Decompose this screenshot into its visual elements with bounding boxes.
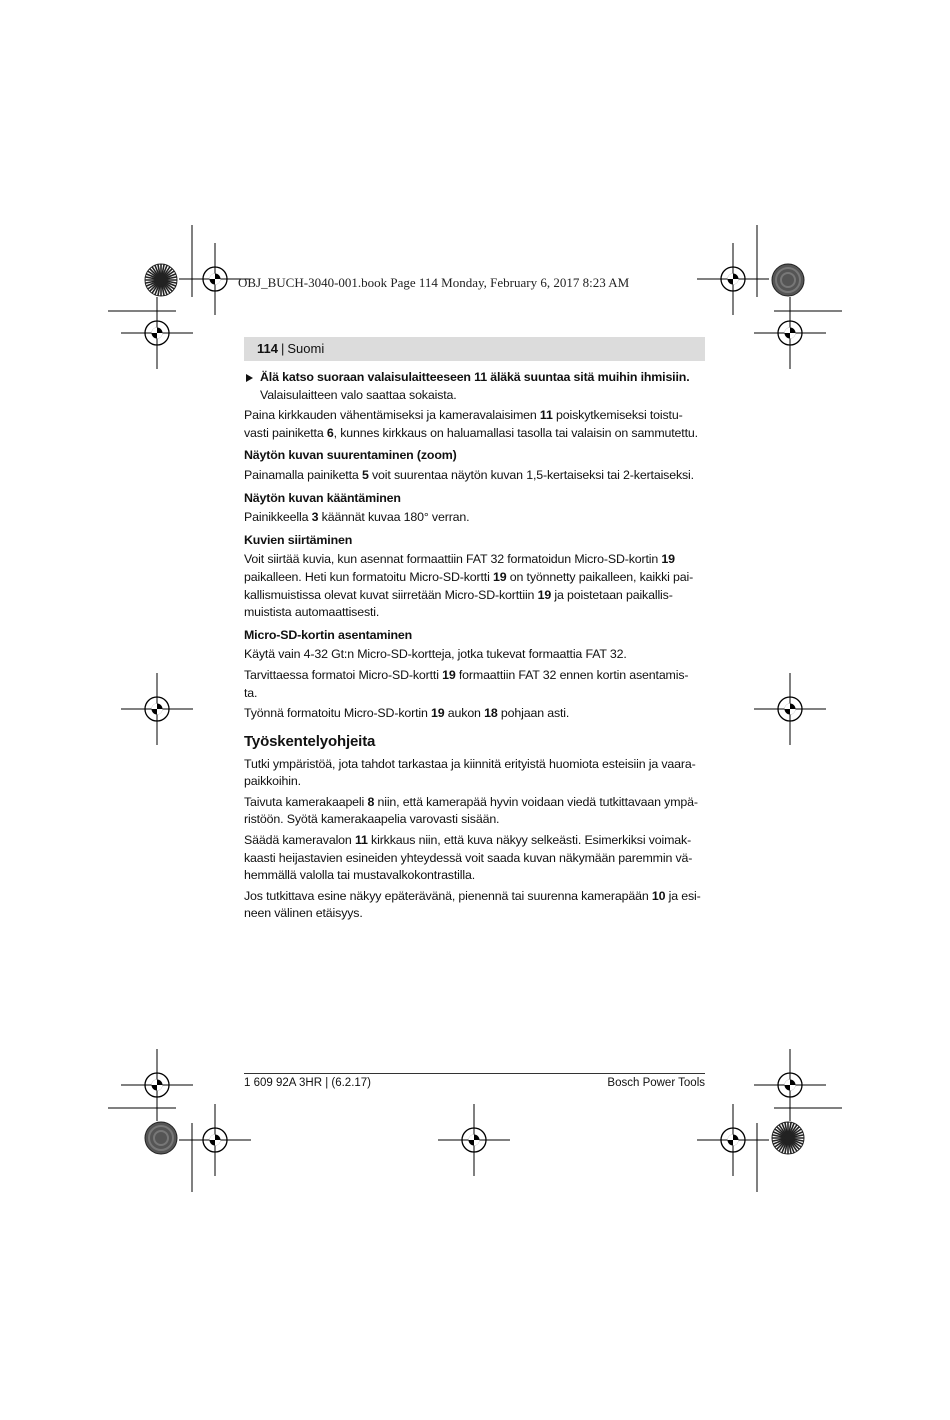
page-header (244, 337, 705, 361)
rotate-heading: Näytön kuvan kääntäminen (244, 490, 401, 505)
footer-brand: Bosch Power Tools (607, 1077, 705, 1089)
warning-arrow-icon (246, 374, 253, 382)
page-body (244, 369, 707, 926)
safety-warning (244, 369, 707, 404)
warning-text: Valaisulaitteen valo saattaa sokaista. (260, 387, 457, 402)
transfer-paragraph: Voit siirtää kuvia, kun asennat formaattiin FAT 32 formatoidun Micro-SD-kortin 19 paikalleen. Heti kun formatoitu Micro-SD-kortti 19 on työnnetty paikalleen, kaikki pai- kallismuistissa olevat kuvat siirretään Micro-SD-korttiin 19 ja poistetaan paikallis- muistista automaattisesti. (244, 552, 694, 620)
work-paragraph-3: Säädä kameravalon 11 kirkkaus niin, että kuva näkyy selkeästi. Esimerkiksi voimak- kaasti heijastavien esineiden yhteydessä voit saada kuvan näkymään paremmin vä- hemmällä valolla tai mustavalkokontrastilla. (244, 833, 693, 883)
work-paragraph-2: Taivuta kamerakaapeli 8 niin, että kamerapää hyvin voidaan viedä tutkittavaan ympä- ristöön. Syötä kamerakaapelia varovasti sisään. (244, 794, 698, 827)
header-separator: | (280, 341, 285, 356)
footer-doc-code: 1 609 92A 3HR | (6.2.17) (244, 1077, 372, 1089)
work-paragraph-4: Jos tutkittava esine näkyy epäterävänä, pienennä tai suurenna kamerapään 10 ja esi- neen välinen etäisyys. (244, 888, 701, 921)
transfer-heading: Kuvien siirtäminen (244, 532, 353, 547)
sdcard-paragraph-1: Käytä vain 4-32 Gt:n Micro-SD-kortteja, jotka tukevat formaattia FAT 32. (244, 647, 627, 662)
zoom-heading: Näytön kuvan suurentaminen (zoom) (244, 448, 457, 463)
warning-bold: Älä katso suoraan valaisulaitteeseen 11 äläkä suuntaa sitä muihin ihmisiin. (260, 370, 690, 384)
print-slug-line: OBJ_BUCH-3040-001.book Page 114 Monday, February 6, 2017 8:23 AM (238, 275, 630, 290)
work-paragraph-1: Tutki ympäristöä, jota tahdot tarkastaa ja kiinnitä erityistä huomiota esteisiin ja vaara- paikkoihin. (244, 756, 696, 789)
sdcard-heading: Micro-SD-kortin asentaminen (244, 627, 413, 642)
page-number: 114 (257, 341, 278, 356)
rotate-paragraph: Painikkeella 3 käännät kuvaa 180° verran. (244, 510, 470, 525)
brightness-paragraph: Paina kirkkauden vähentämiseksi ja kameravalaisimen 11 poiskytkemiseksi toistu- vasti painiketta 6, kunnes kirkkaus on haluamallasi tasolla tai valaisin on sammutettu. (244, 408, 698, 440)
sdcard-paragraph-2: Tarvittaessa formatoi Micro-SD-kortti 19 formaattiin FAT 32 ennen kortin asentamis- ta. (244, 667, 689, 700)
work-heading: Työskentelyohjeita (244, 732, 376, 750)
sdcard-paragraph-3: Työnnä formatoitu Micro-SD-kortin 19 aukon 18 pohjaan asti. (244, 706, 570, 721)
zoom-paragraph: Painamalla painiketta 5 voit suurentaa näytön kuvan 1,5-kertaiseksi tai 2-kertaiseksi. (244, 467, 694, 482)
footer-rule (244, 1073, 705, 1074)
section-title: Suomi (287, 341, 325, 356)
